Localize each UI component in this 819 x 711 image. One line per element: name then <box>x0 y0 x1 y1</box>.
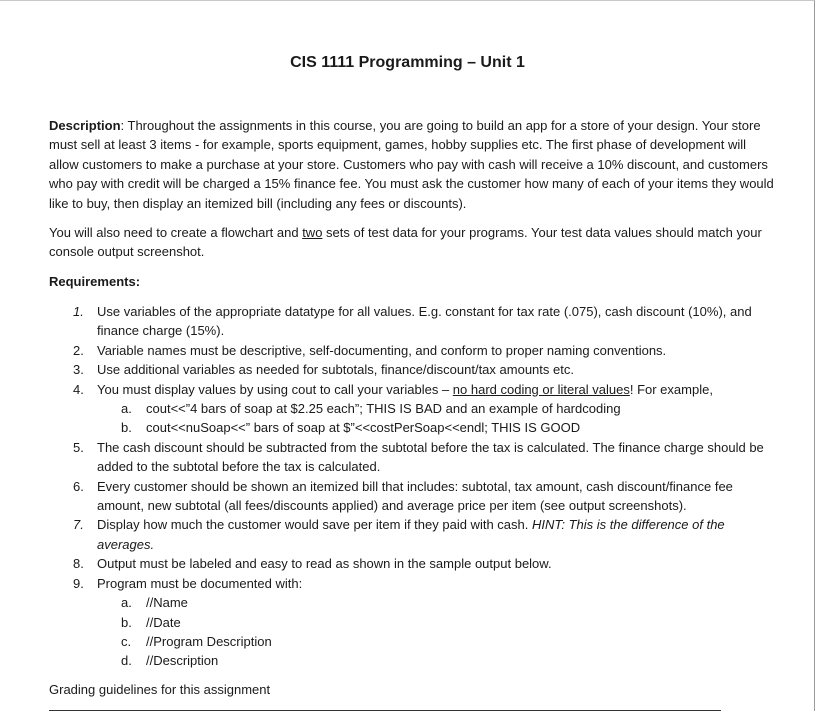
page-title: CIS 1111 Programming – Unit 1 <box>290 54 525 71</box>
requirement-sublist <box>97 399 774 438</box>
requirement-item <box>49 554 774 573</box>
subitem-text: cout<<nuSoap<<” bars of soap at $”<<costPerSoap<<endl; THIS IS GOOD <box>146 420 581 436</box>
subitem-text: //Program Description <box>146 633 272 649</box>
subitem <box>97 593 774 612</box>
requirement-text: You must display values by using cout to call your variables – <box>97 381 453 397</box>
flowchart-underlined: two <box>302 225 323 240</box>
requirement-item <box>49 477 774 516</box>
requirement-text: Display how much the customer would save per item if they paid with cash. <box>97 517 532 533</box>
requirement-text: Variable names must be descriptive, self-documenting, and conform to proper naming conventions. <box>97 342 667 358</box>
requirement-number: 7. <box>73 517 84 533</box>
requirement-number: 1. <box>73 304 84 319</box>
subitem-letter: a. <box>121 595 132 611</box>
requirement-item <box>49 380 774 438</box>
subitem-letter: d. <box>121 653 132 669</box>
subitem-letter: a. <box>121 401 132 417</box>
subitem-letter: b. <box>121 614 132 630</box>
requirement-item <box>49 515 774 554</box>
description-text: : Throughout the assignments in this course, you are going to build an app for a store of your design. Your store must sell at least 3 items - for example, sports equipment, games, hobby supplies etc. The first phase of development will allow customers to make a purchase at your store. Customers who pay with cash will receive a 10% discount, and customers who pay with credit will be charged a 15% finance fee. You must ask the customer how many of each of your items they would like to buy, then display an itemized bill (including any fees or discounts). <box>49 118 774 211</box>
description-paragraph <box>49 116 774 213</box>
flowchart-text-before: You will also need to create a flowchart and <box>49 225 303 240</box>
requirements-list <box>49 302 774 671</box>
requirement-text: Output must be labeled and easy to read as shown in the sample output below. <box>97 556 552 572</box>
subitem-text: cout<<”4 bars of soap at $2.25 each”; THIS IS BAD and an example of hardcoding <box>146 401 621 417</box>
subitem-letter: c. <box>121 633 132 649</box>
requirement-number: 6. <box>73 478 84 494</box>
subitem-letter: b. <box>121 420 132 436</box>
requirement-number: 5. <box>73 439 84 455</box>
subitem <box>97 632 774 651</box>
flowchart-text-after: sets of test data for your programs. Your test data values should match your console output screenshot. <box>49 225 762 260</box>
subitem <box>97 613 774 632</box>
requirement-number: 4. <box>73 381 84 397</box>
requirement-underlined: no hard coding or literal values <box>452 381 630 397</box>
subitem-text: //Date <box>146 614 181 630</box>
requirement-number: 8. <box>73 556 84 572</box>
subitem <box>97 651 774 670</box>
flowchart-paragraph <box>49 223 774 262</box>
requirement-text: Use additional variables as needed for subtotals, finance/discount/tax amounts etc. <box>97 362 574 378</box>
requirement-text: Every customer should be shown an itemized bill that includes: subtotal, tax amount, cash discount/finance fee amount, new subtotal (all fees/discounts applied) and average price per item (see output screenshots). <box>97 478 733 514</box>
requirement-sublist <box>97 593 774 671</box>
requirement-hint: HINT: This is the difference of the averages. <box>97 517 725 552</box>
description-label: Description <box>49 118 121 133</box>
requirement-number: 9. <box>73 575 84 591</box>
requirement-text: Use variables of the appropriate datatype for all values. E.g. constant for tax rate (.075), cash discount (10%), and finance charge (15%). <box>97 304 752 339</box>
requirements-heading: Requirements: <box>49 274 141 289</box>
subitem-text: //Name <box>146 595 188 611</box>
subitem-text: //Description <box>146 653 219 669</box>
requirement-number: 3. <box>73 362 84 378</box>
requirement-item <box>49 574 774 671</box>
grading-guidelines: Grading guidelines for this assignment <box>49 682 271 697</box>
requirement-number: 2. <box>73 342 84 358</box>
requirement-item <box>49 341 774 360</box>
subitem <box>97 399 774 418</box>
requirement-item <box>49 360 774 379</box>
subitem <box>97 418 774 437</box>
requirement-item <box>49 438 774 477</box>
requirement-text: Program must be documented with: <box>97 575 303 591</box>
requirement-text: The cash discount should be subtracted from the subtotal before the tax is calculated. The finance charge should be added to the subtotal before the tax is calculated. <box>97 439 764 475</box>
requirement-text-after: ! For example, <box>629 381 713 397</box>
requirement-item <box>49 302 774 341</box>
